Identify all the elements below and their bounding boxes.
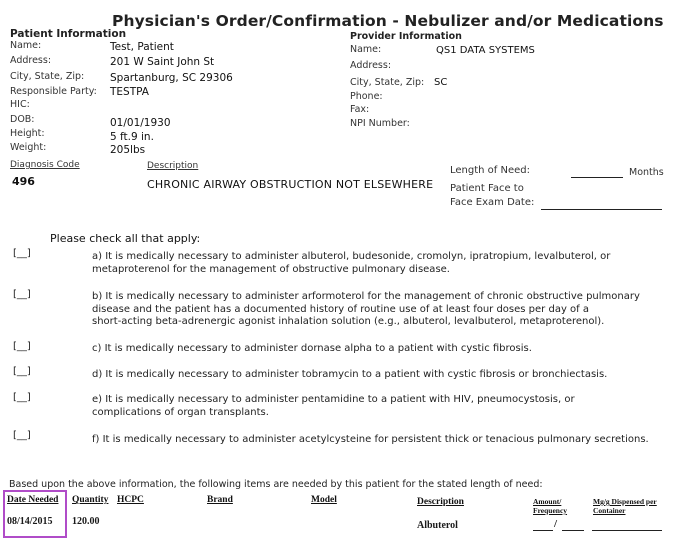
diagnosis-code: 496 — [12, 175, 35, 188]
weight-value: 205lbs — [110, 144, 146, 156]
checklist-item-e-line2: complications of organ transplants. — [92, 406, 269, 418]
header-brand: Brand — [207, 495, 233, 505]
checklist-heading: Please check all that apply: — [50, 232, 201, 245]
checklist-item-e-line1: e) It is medically necessary to administer pentamidine to a patient with HIV, pneumocystosis, or — [92, 394, 575, 405]
form-title: Physician's Order/Confirmation - Nebulizer and/or Medications — [112, 12, 664, 30]
dob-value: 01/01/1930 — [110, 117, 171, 129]
checklist-item-b-line1: b) It is medically necessary to administer arformoterol for the management of chronic obstructive pulmonary — [92, 291, 640, 302]
checklist-item-c-line1: c) It is medically necessary to administer dornase alpha to a patient with cystic fibrosis. — [92, 343, 532, 354]
checklist-item-e — [92, 394, 575, 419]
checklist-item-c — [92, 343, 532, 356]
row-description: Albuterol — [417, 520, 458, 531]
patient-city-label: City, State, Zip: — [10, 71, 85, 82]
checkbox-a[interactable]: [__] — [13, 248, 31, 259]
header-model: Model — [311, 495, 337, 505]
header-mg-line2: Container — [593, 506, 626, 515]
row-date-needed: 08/14/2015 — [7, 516, 53, 527]
order-intro: Based upon the above information, the following items are needed by this patient for the stated length of need: — [9, 479, 543, 490]
diagnosis-code-label: Diagnosis Code — [10, 160, 80, 170]
checkbox-b[interactable]: [__] — [13, 289, 31, 300]
checklist-item-a — [92, 251, 610, 276]
header-amount-line1: Amount/ — [533, 497, 562, 506]
diagnosis-description: CHRONIC AIRWAY OBSTRUCTION NOT ELSEWHERE — [147, 178, 434, 191]
face-exam-label-line1: Patient Face to — [450, 183, 524, 194]
length-of-need-label: Length of Need: — [450, 165, 530, 176]
hic-label: HIC: — [10, 99, 30, 110]
header-mg-dispensed — [593, 497, 657, 515]
checklist-item-f — [92, 434, 649, 447]
patient-name: Test, Patient — [110, 41, 174, 53]
checklist-item-f-line1: f) It is medically necessary to administer acetylcysteine for persistent thick or tenacious pulmonary secretions. — [92, 434, 649, 445]
header-amount-line2: Frequency — [533, 506, 568, 515]
amount-separator: / — [554, 518, 558, 530]
provider-name: QS1 DATA SYSTEMS — [436, 45, 535, 56]
checkbox-d[interactable]: [__] — [13, 366, 31, 377]
checklist-item-b-line2: disease and the patient has a documented history of routine use of at least four doses per day of a — [92, 303, 589, 315]
checkbox-e[interactable]: [__] — [13, 392, 31, 403]
header-hcpc: HCPC — [117, 495, 144, 505]
checkbox-c[interactable]: [__] — [13, 341, 31, 352]
height-label: Height: — [10, 128, 45, 139]
header-quantity: Quantity — [72, 495, 109, 505]
checkbox-f[interactable]: [__] — [13, 430, 31, 441]
checklist-item-b — [92, 291, 640, 329]
header-mg-line1: Mg/g Dispensed per — [593, 497, 657, 506]
checklist-item-d-line1: d) It is medically necessary to administer tobramycin to a patient with cystic fibrosis or bronchiectasis. — [92, 369, 608, 380]
date-needed-highlight — [3, 490, 67, 538]
header-amount-frequency — [533, 497, 567, 515]
frequency-line[interactable] — [562, 530, 584, 531]
patient-name-label: Name: — [10, 40, 42, 51]
weight-label: Weight: — [10, 142, 47, 153]
months-label: Months — [629, 167, 664, 178]
responsible-party-label: Responsible Party: — [10, 86, 97, 97]
checklist-item-a-line2: metaproterenol for the management of obstructive pulmonary disease. — [92, 263, 450, 275]
checklist-item-d — [92, 369, 607, 382]
checklist-item-b-line3: short-acting beta-adrenergic agonist inhalation solution (e.g., albuterol, levalbuterol, metaproterenol). — [92, 316, 605, 327]
checklist-item-a-line1: a) It is medically necessary to administer albuterol, budesonide, cromolyn, ipratropium, levalbuterol, or — [92, 251, 611, 262]
provider-npi-label: NPI Number: — [350, 118, 410, 129]
mg-dispensed-line[interactable] — [592, 530, 662, 531]
responsible-party: TESTPA — [110, 86, 149, 98]
header-date-needed: Date Needed — [7, 495, 59, 505]
row-quantity: 120.00 — [72, 516, 100, 527]
provider-phone-label: Phone: — [350, 91, 383, 102]
provider-section-label: Provider Information — [350, 31, 462, 42]
amount-line[interactable] — [533, 530, 553, 531]
provider-address-label: Address: — [350, 60, 392, 71]
provider-city: SC — [434, 77, 448, 88]
patient-address-label: Address: — [10, 55, 52, 66]
dob-label: DOB: — [10, 114, 35, 125]
face-exam-label-line2: Face Exam Date: — [450, 197, 535, 208]
provider-fax-label: Fax: — [350, 104, 370, 115]
header-description: Description — [417, 497, 464, 507]
patient-city: Spartanburg, SC 29306 — [110, 72, 233, 84]
face-exam-date-line[interactable] — [541, 209, 662, 210]
provider-city-label: City, State, Zip: — [350, 77, 425, 88]
provider-name-label: Name: — [350, 44, 382, 55]
length-of-need-line[interactable] — [571, 177, 623, 178]
patient-section-label: Patient Information — [10, 28, 127, 40]
diagnosis-description-label: Description — [147, 161, 199, 171]
height-value: 5 ft.9 in. — [110, 131, 154, 143]
patient-address: 201 W Saint John St — [110, 56, 215, 68]
